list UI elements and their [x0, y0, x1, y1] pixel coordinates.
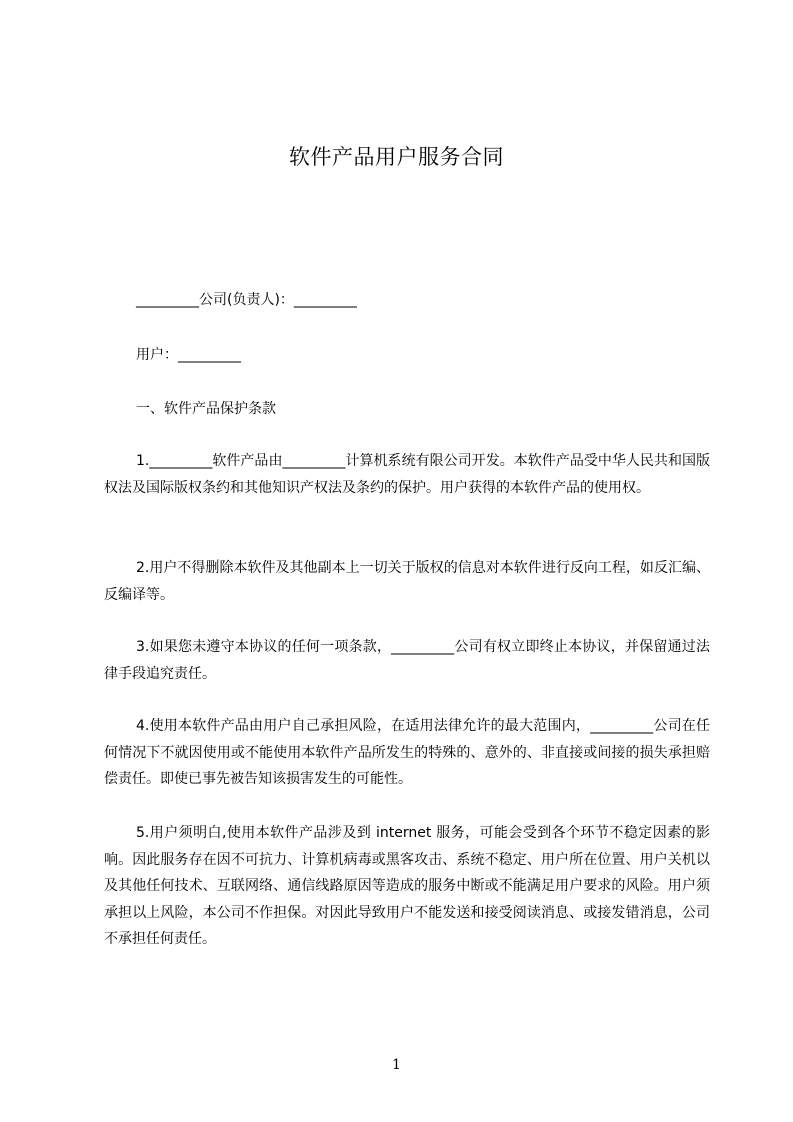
- clause-1: 1._________软件产品由_________计算机系统有限公司开发。本软件产品受中华人民共和国版权法及国际版权条约和其他知识产权法及条约的保护。用户获得的本软件产品的使用权。: [104, 453, 710, 496]
- document-title: 软件产品用户服务合同: [289, 145, 504, 169]
- page-number: 1: [392, 1057, 401, 1073]
- section-heading: 一、软件产品保护条款: [136, 401, 276, 417]
- user-line: 用户：_________: [136, 347, 241, 363]
- clause-5: 5.用户须明白,使用本软件产品涉及到 internet 服务，可能会受到各个环节不稳定因素的影响。因此服务存在因不可抗力、计算机病毒或黑客攻击、系统不稳定、用户所在位置、用户关机以及其他任何技术、互联网络、通信线路原因等造成的服务中断或不能满足用户要求的风险。用户须承担以上风险，本公司不作担保。对因此导致用户不能发送和接受阅读消息、或接发错消息，公司不承担任何责任。: [104, 825, 710, 947]
- company-line: _________公司(负责人)：_________: [136, 292, 357, 308]
- clause-3: 3.如果您未遵守本协议的任何一项条款，_________公司有权立即终止本协议，并保留通过法律手段追究责任。: [104, 639, 710, 682]
- clause-4: 4.使用本软件产品由用户自己承担风险，在适用法律允许的最大范围内，_________公司在任何情况下不就因使用或不能使用本软件产品所发生的特殊的、意外的、非直接或间接的损失承担赔偿责任。即使已事先被告知该损害发生的可能性。: [104, 718, 710, 787]
- clause-2: 2.用户不得删除本软件及其他副本上一切关于版权的信息对本软件进行反向工程，如反汇编、反编译等。: [104, 560, 710, 603]
